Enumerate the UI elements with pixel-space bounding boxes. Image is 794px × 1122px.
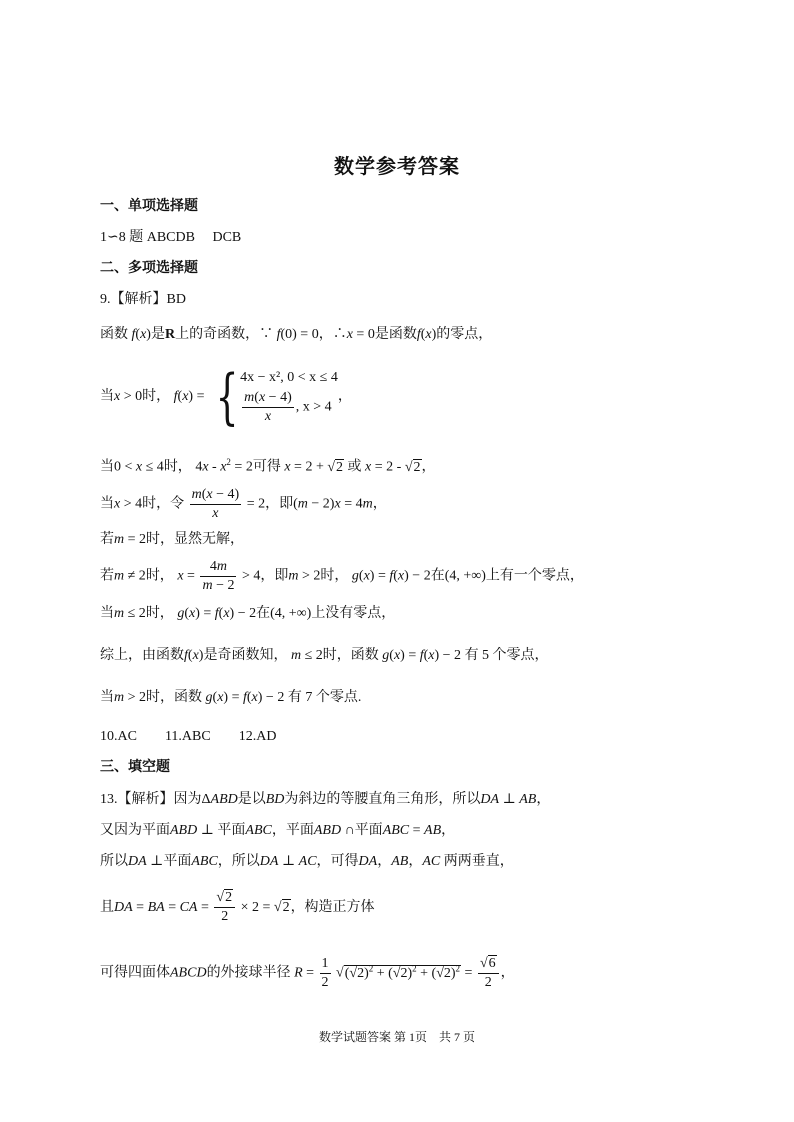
q13-line-3: 所以DA ⊥平面ABC，所以DA ⊥ AC，可得DA，AB，AC 两两垂直， xyxy=(100,854,514,869)
q9-line-2-piecewise: 当x > 0时， f(x) = { 4x − x², 0 < x ≤ 4 $\frac{m(x - 4)}{x}$ , x > 4 ， xyxy=(100,361,352,432)
q9-heading: 9.【解析】BD xyxy=(100,292,186,307)
answers-1-8: 1∽8 题 ABCDB DCB xyxy=(100,230,242,245)
q9-line-5: 若m = 2时，显然无解， xyxy=(100,532,245,547)
q13-line-4: 且DA = BA = CA = $\frac{√2}{2}$ × 2 = √2，构造正方体 xyxy=(100,890,375,925)
section-fill-blank: 三、填空题 xyxy=(100,760,170,775)
q9-line-3: 当0 < x ≤ 4时， $4x - x^2 = 2$可得 x = 2 + √2 或 x = 2 - √2， xyxy=(100,457,436,475)
q9-line-6: 若m ≠ 2时， x = $\frac{4m}{m - 2}$ > 4，即m > 2时， g(x) = f(x) − 2在(4, +∞)上有一个零点， xyxy=(100,559,584,593)
page-footer: 数学试题答案 第 1页 共 7 页 xyxy=(318,1030,475,1044)
case-1: 4x − x², 0 < x ≤ 4 xyxy=(240,370,338,386)
page-title: 数学参考答案 xyxy=(334,156,460,178)
q9-line-7: 当m ≤ 2时， g(x) = f(x) − 2在(4, +∞)上没有零点， xyxy=(100,606,396,621)
q13-line-5: 可得四面体ABCD的外接球半径 R = $\frac{1}{2}$ $√(√2)^2 + (√2)^2 + (√2)^2$ = $\frac{√6}{2}$ ， xyxy=(100,955,515,990)
q13-line-1: 13.【解析】因为ΔABD是以BD为斜边的等腰直角三角形，所以DA ⊥ AB， xyxy=(100,792,551,807)
q9-line-8: 综上，由函数f(x)是奇函数知， m ≤ 2时，函数 g(x) = f(x) − 2 有 5 个零点， xyxy=(100,648,549,663)
case-2: $\frac{m(x - 4)}{x}$ , x > 4 xyxy=(244,390,332,425)
section-single-choice: 一、单项选择题 xyxy=(100,199,198,214)
section-multi-choice: 二、多项选择题 xyxy=(100,261,198,276)
q9-line-9: 当m > 2时，函数 g(x) = f(x) − 2 有 7 个零点. xyxy=(100,690,362,705)
answers-10-12: 10.AC 11.ABC 12.AD xyxy=(100,729,277,744)
q13-line-2: 又因为平面ABD ⊥ 平面ABC，平面ABD ∩平面ABC = AB， xyxy=(100,823,456,838)
q9-line-1: 函数 f(x)是R上的奇函数，∵ f(0) = 0，∴x = 0是函数f(x)的零点， xyxy=(100,327,493,342)
q9-line-4: 当x > 4时，令 $\frac{m(x - 4)}{x}$ = 2，即(m − 2)x = 4m， xyxy=(100,487,387,521)
